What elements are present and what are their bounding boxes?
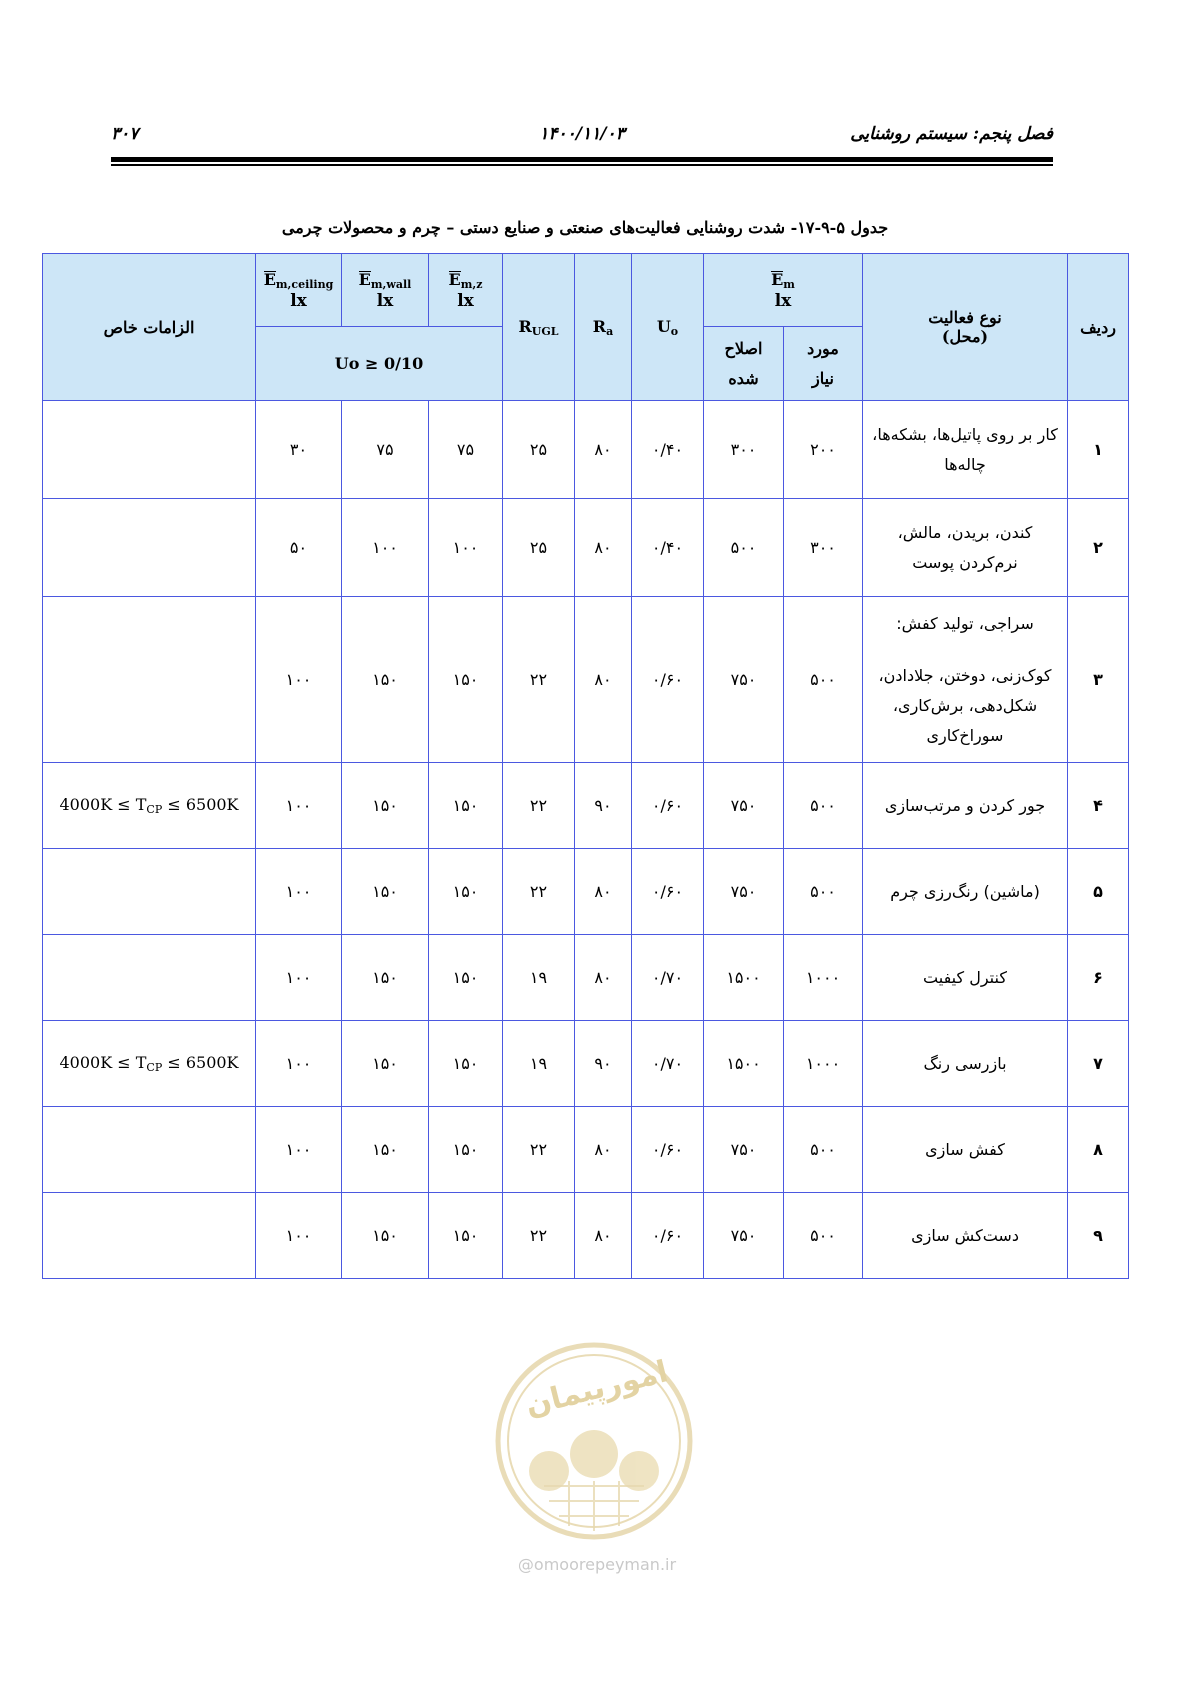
cell-modified: ۳۰۰ xyxy=(704,401,784,499)
cell-emceiling: ۱۰۰ xyxy=(256,1193,342,1279)
cell-row-no: ۴ xyxy=(1068,763,1129,849)
cell-uo: ۰/۴۰ xyxy=(632,499,704,597)
cell-row-no: ۱ xyxy=(1068,401,1129,499)
cell-uo: ۰/۶۰ xyxy=(632,597,704,763)
activity-line: شکل‌دهی، برش‌کاری، xyxy=(892,695,1038,715)
cell-rugl: ۲۲ xyxy=(503,849,575,935)
table-row xyxy=(43,597,1129,763)
cell-row-no: ۲ xyxy=(1068,499,1129,597)
cell-emceiling: ۳۰ xyxy=(256,401,342,499)
cell-required: ۲۰۰ xyxy=(784,401,863,499)
header-modified: اصلاح شده xyxy=(704,327,784,401)
cell-emwall: ۱۵۰ xyxy=(342,1107,429,1193)
activity-line: کنترل کیفیت xyxy=(923,967,1007,987)
header-rule-thin xyxy=(111,164,1053,166)
cell-ra: ۸۰ xyxy=(575,597,632,763)
header-em: $E_m$ lx xyxy=(704,254,863,327)
cell-row-no: ۵ xyxy=(1068,849,1129,935)
table-row xyxy=(43,849,1129,935)
activity-line: دست‌کش سازی xyxy=(911,1225,1019,1245)
header-rule xyxy=(111,157,1053,162)
cell-ra: ۸۰ xyxy=(575,1107,632,1193)
cell-row-no: ۷ xyxy=(1068,1021,1129,1107)
activity-line: سراجی، تولید کفش: xyxy=(896,613,1034,633)
table-row xyxy=(43,1021,1129,1107)
cell-special xyxy=(43,1107,256,1193)
cell-emwall: ۷۵ xyxy=(342,401,429,499)
cell-ra: ۸۰ xyxy=(575,935,632,1021)
cell-ra: ۸۰ xyxy=(575,849,632,935)
activity-line: سوراخ‌کاری xyxy=(926,725,1004,745)
cell-emceiling: ۱۰۰ xyxy=(256,1107,342,1193)
cell-activity xyxy=(863,597,1068,763)
header-ra: $R_a$ xyxy=(575,254,632,401)
illuminance-table xyxy=(42,253,1129,1279)
page-number: ۳۰۷ xyxy=(111,124,139,144)
activity-line: کار بر روی پاتیل‌ها، بشکه‌ها، xyxy=(872,424,1058,444)
table-caption: جدول ۵-۹-۱۷- شدت روشنایی فعالیت‌های صنعتی و صنایع دستی – چرم و محصولات چرمی xyxy=(281,218,889,237)
cell-special: $4000K \le T_{CP} \le 6500K$ xyxy=(43,763,256,849)
cell-modified: ۱۵۰۰ xyxy=(704,1021,784,1107)
cell-required: ۵۰۰ xyxy=(784,1107,863,1193)
cell-modified: ۷۵۰ xyxy=(704,1193,784,1279)
header-uo-condition: Uo ≥ 0/10 xyxy=(256,327,503,401)
activity-line: کندن، بریدن، مالش، xyxy=(897,522,1033,542)
cell-row-no: ۶ xyxy=(1068,935,1129,1021)
cell-emz: ۱۵۰ xyxy=(429,597,503,763)
cell-rugl: ۱۹ xyxy=(503,935,575,1021)
cell-activity xyxy=(863,499,1068,597)
cell-modified: ۷۵۰ xyxy=(704,849,784,935)
cell-emz: ۱۵۰ xyxy=(429,1107,503,1193)
cell-required: ۳۰۰ xyxy=(784,499,863,597)
cell-special: $4000K \le T_{CP} \le 6500K$ xyxy=(43,1021,256,1107)
cell-modified: ۷۵۰ xyxy=(704,597,784,763)
cell-uo: ۰/۶۰ xyxy=(632,763,704,849)
cell-row-no: ۳ xyxy=(1068,597,1129,763)
cell-row-no: ۸ xyxy=(1068,1107,1129,1193)
watermark-logo xyxy=(489,1336,699,1546)
cell-rugl: ۲۲ xyxy=(503,763,575,849)
activity-line: جور کردن و مرتب‌سازی xyxy=(884,795,1046,815)
cell-emz: ۱۵۰ xyxy=(429,763,503,849)
cell-activity xyxy=(863,849,1068,935)
header-required: مورد نیاز xyxy=(784,327,863,401)
cell-rugl: ۲۲ xyxy=(503,597,575,763)
header-emwall: $E_{m,wall}$ lx xyxy=(342,254,429,327)
cell-activity xyxy=(863,1193,1068,1279)
page-header xyxy=(111,118,1053,148)
cell-ra: ۸۰ xyxy=(575,1193,632,1279)
table-row xyxy=(43,1193,1129,1279)
cell-required: ۵۰۰ xyxy=(784,597,863,763)
cell-ra: ۹۰ xyxy=(575,1021,632,1107)
header-special: الزامات خاص xyxy=(43,254,256,401)
cell-emwall: ۱۵۰ xyxy=(342,597,429,763)
cell-emwall: ۱۵۰ xyxy=(342,1193,429,1279)
cell-emwall: ۱۰۰ xyxy=(342,499,429,597)
cell-rugl: ۲۲ xyxy=(503,1107,575,1193)
cell-special xyxy=(43,499,256,597)
cell-rugl: ۲۲ xyxy=(503,1193,575,1279)
cell-emwall: ۱۵۰ xyxy=(342,763,429,849)
activity-line: بازرسی رنگ xyxy=(923,1053,1007,1073)
watermark-site: @omoorepeyman.ir xyxy=(517,1555,677,1574)
cell-rugl: ۲۵ xyxy=(503,499,575,597)
cell-activity xyxy=(863,401,1068,499)
cell-special xyxy=(43,849,256,935)
cell-emceiling: ۱۰۰ xyxy=(256,597,342,763)
cell-rugl: ۱۹ xyxy=(503,1021,575,1107)
header-emceiling: $E_{m,ceiling}$ lx xyxy=(256,254,342,327)
header-emz: $E_{m,z}$ lx xyxy=(429,254,503,327)
cell-uo: ۰/۶۰ xyxy=(632,1193,704,1279)
header-rugl: $R_{UGL}$ xyxy=(503,254,575,401)
cell-required: ۱۰۰۰ xyxy=(784,935,863,1021)
cell-modified: ۵۰۰ xyxy=(704,499,784,597)
activity-line: نرم‌کردن پوست xyxy=(912,552,1018,572)
cell-special xyxy=(43,401,256,499)
activity-line: کوک‌زنی، دوختن، جلادادن، xyxy=(878,665,1052,685)
cell-emwall: ۱۵۰ xyxy=(342,849,429,935)
cell-uo: ۰/۶۰ xyxy=(632,1107,704,1193)
activity-line xyxy=(863,639,1067,661)
cell-emz: ۱۵۰ xyxy=(429,1193,503,1279)
header-activity: نوع فعالیت (محل) xyxy=(863,254,1068,401)
cell-emz: ۱۵۰ xyxy=(429,1021,503,1107)
cell-emz: ۱۰۰ xyxy=(429,499,503,597)
cell-uo: ۰/۶۰ xyxy=(632,849,704,935)
cell-emceiling: ۱۰۰ xyxy=(256,1021,342,1107)
cell-uo: ۰/۴۰ xyxy=(632,401,704,499)
table-body xyxy=(43,401,1129,1279)
activity-line: (ماشین) رنگ‌رزی چرم xyxy=(890,881,1040,901)
cell-emceiling: ۵۰ xyxy=(256,499,342,597)
cell-emz: ۷۵ xyxy=(429,401,503,499)
cell-emceiling: ۱۰۰ xyxy=(256,763,342,849)
cell-emz: ۱۵۰ xyxy=(429,849,503,935)
cell-emwall: ۱۵۰ xyxy=(342,935,429,1021)
cell-emwall: ۱۵۰ xyxy=(342,1021,429,1107)
cell-rugl: ۲۵ xyxy=(503,401,575,499)
chapter-title: فصل پنجم: سیستم روشنایی xyxy=(850,124,1053,144)
header-uo: $U_o$ xyxy=(632,254,704,401)
cell-emz: ۱۵۰ xyxy=(429,935,503,1021)
cell-activity xyxy=(863,763,1068,849)
cell-required: ۱۰۰۰ xyxy=(784,1021,863,1107)
cell-activity xyxy=(863,1107,1068,1193)
cell-special xyxy=(43,597,256,763)
header-date: ۱۴۰۰/۱۱/۰۳ xyxy=(539,124,625,144)
cell-uo: ۰/۷۰ xyxy=(632,935,704,1021)
cell-emceiling: ۱۰۰ xyxy=(256,849,342,935)
cell-activity xyxy=(863,1021,1068,1107)
table-row xyxy=(43,401,1129,499)
activity-line: کفش سازی xyxy=(925,1139,1005,1159)
cell-modified: ۷۵۰ xyxy=(704,1107,784,1193)
cell-ra: ۹۰ xyxy=(575,763,632,849)
table-row xyxy=(43,935,1129,1021)
cell-required: ۵۰۰ xyxy=(784,849,863,935)
cell-ra: ۸۰ xyxy=(575,401,632,499)
header-row-no: ردیف xyxy=(1068,254,1129,401)
cell-required: ۵۰۰ xyxy=(784,1193,863,1279)
cell-modified: ۷۵۰ xyxy=(704,763,784,849)
cell-uo: ۰/۷۰ xyxy=(632,1021,704,1107)
cell-ra: ۸۰ xyxy=(575,499,632,597)
table-row xyxy=(43,1107,1129,1193)
svg-text:امورپیمان: امورپیمان xyxy=(521,1354,672,1424)
cell-emceiling: ۱۰۰ xyxy=(256,935,342,1021)
activity-line: چاله‌ها xyxy=(944,454,986,474)
cell-required: ۵۰۰ xyxy=(784,763,863,849)
cell-special xyxy=(43,1193,256,1279)
table-row xyxy=(43,763,1129,849)
cell-special xyxy=(43,935,256,1021)
table-row xyxy=(43,499,1129,597)
cell-activity xyxy=(863,935,1068,1021)
cell-modified: ۱۵۰۰ xyxy=(704,935,784,1021)
cell-row-no: ۹ xyxy=(1068,1193,1129,1279)
